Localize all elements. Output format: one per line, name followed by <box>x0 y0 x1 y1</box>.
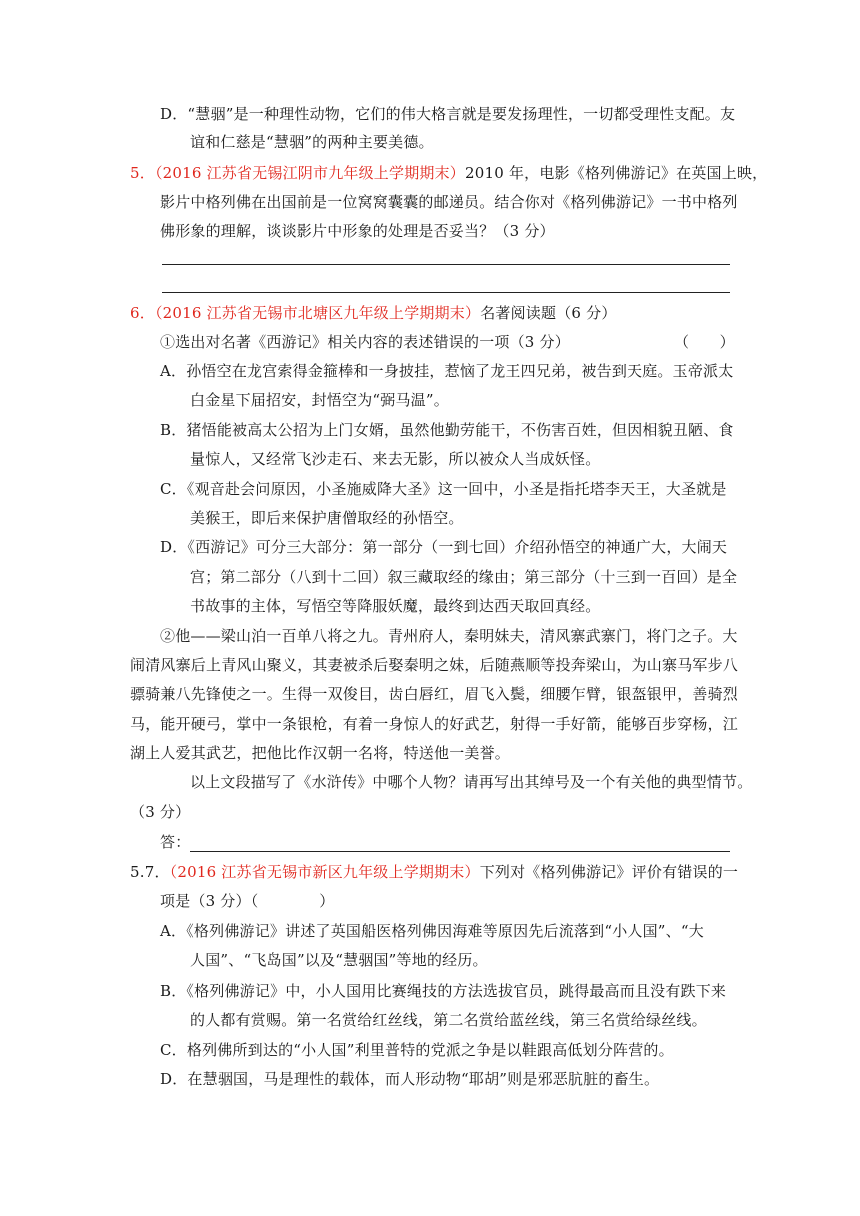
q7-option-a-line1: A．《格列佛游记》讲述了英国船医格列佛因海难等原因先后流落到“小人国”、“大 <box>160 922 704 940</box>
q7-option-b-line2: 的人都有赏赐。第一名赏给红丝线，第二名赏给蓝丝线，第三名赏给绿丝线。 <box>190 1011 707 1029</box>
q4-option-d-line1: D．“慧骃”是一种理性动物，它们的伟大格言就是要发扬理性，一切都受理性支配。友 <box>160 105 736 123</box>
q7-number: 5.7． <box>130 863 170 881</box>
q6-answer-bracket[interactable]: （ ） <box>674 333 735 351</box>
q6-passage-line1: ②他——梁山泊一百单八将之九。青州府人，秦明妹夫，清风寨武寨门，将门之子。大 <box>160 627 738 645</box>
q6-answer-label: 答： <box>160 833 191 851</box>
q6-option-b-line1: B．猪悟能被高太公招为上门女婿，虽然他勤劳能干，不伤害百姓，但因相貌丑陋、食 <box>160 421 734 439</box>
q5-text-line3: 佛形象的理解，谈谈影片中形象的处理是否妥当？（3 分） <box>160 222 555 240</box>
q5-answer-line-2[interactable] <box>162 292 730 293</box>
q5-number: 5． <box>130 164 155 182</box>
q6-option-c-line1: C．《观音赴会问原因，小圣施威降大圣》这一回中，小圣是指托塔李天王，大圣就是 <box>160 480 727 498</box>
q6-source: （2016 江苏省无锡市北塘区九年级上学期期末） <box>154 304 481 322</box>
q6-question-line1: 以上文段描写了《水浒传》中哪个人物？请再写出其绰号及一个有关他的典型情节。 <box>190 773 753 791</box>
q6-option-a-line1: A．孙悟空在龙宫索得金箍棒和一身披挂，惹恼了龙王四兄弟，被告到天庭。玉帝派太 <box>160 362 734 380</box>
q6-header <box>130 302 617 324</box>
q6-number: 6． <box>130 304 155 322</box>
q6-passage-line3: 骠骑兼八先锋使之一。生得一双俊目，齿白唇红，眉飞入鬓，细腰乍臂，银盔银甲，善骑烈 <box>130 685 739 703</box>
q6-option-d-line3: 书故事的主体，写悟空等降服妖魔，最终到达西天取回真经。 <box>190 597 601 615</box>
q6-option-d-line1: D．《西游记》可分三大部分：第一部分（一到七回）介绍孙悟空的神通广大，大闹天 <box>160 538 728 556</box>
q6-passage-line4: 马，能开硬弓，掌中一条银枪，有着一身惊人的好武艺，射得一手好箭，能够百步穿杨，江 <box>130 715 739 733</box>
q6-answer-line[interactable] <box>190 851 730 852</box>
q7-option-a-line2: 人国”、“飞岛国”以及“慧骃国”等地的经历。 <box>190 951 488 969</box>
q5-answer-line-1[interactable] <box>162 264 730 265</box>
q5-source: （2016 江苏省无锡江阴市九年级上学期期末） <box>154 164 465 182</box>
q6-option-d-line2: 宫；第二部分（八到十二回）叙三藏取经的缘由；第三部分（十三到一百回）是全 <box>190 568 738 586</box>
q7-header <box>130 861 738 883</box>
q5-text-line2: 影片中格列佛在出国前是一位窝窝囊囊的邮递员。结合你对《格列佛游记》一书中格列 <box>160 193 738 211</box>
q7-option-d: D．在慧骃国，马是理性的载体，而人形动物“耶胡”则是邪恶肮脏的畜生。 <box>160 1070 660 1088</box>
q6-option-b-line2: 量惊人，又经常飞沙走石、来去无影，所以被众人当成妖怪。 <box>190 450 601 468</box>
q7-text-line1: 下列对《格列佛游记》评价有错误的一 <box>479 863 739 881</box>
q7-option-c: C．格列佛所到达的“小人国”利里普特的党派之争是以鞋跟高低划分阵营的。 <box>160 1041 674 1059</box>
q5-header <box>130 162 767 184</box>
q6-option-c-line2: 美猴王，即后来保护唐僧取经的孙悟空。 <box>190 509 464 527</box>
q6-passage-line2: 闹清风寨后上青风山聚义，其妻被杀后娶秦明之妹，后随燕顺等投奔梁山，为山寨马军步八 <box>130 656 739 674</box>
q6-passage-line5: 湖上人爱其武艺，把他比作汉朝一名将，特送他一美誉。 <box>130 744 511 762</box>
q6-question-line2: （3 分） <box>130 803 191 821</box>
q7-text-line2: 项是（3 分）（ ） <box>160 892 335 910</box>
q6-title: 名著阅读题（6 分） <box>480 304 617 322</box>
q7-option-b-line1: B．《格列佛游记》中，小人国用比赛绳技的方法选拔官员，跳得最高而且没有跌下来 <box>160 982 727 1000</box>
q5-text-line1: 2010 年，电影《格列佛游记》在英国上映， <box>465 164 768 182</box>
q6-option-a-line2: 白金星下届招安，封悟空为“弼马温”。 <box>190 391 449 409</box>
q4-option-d-line2: 谊和仁慈是“慧骃”的两种主要美德。 <box>190 133 434 151</box>
q7-source: （2016 江苏省无锡市新区九年级上学期期末） <box>169 863 480 881</box>
q6-sub-question-1: ①选出对名著《西游记》相关内容的表述错误的一项（3 分） <box>160 333 570 351</box>
